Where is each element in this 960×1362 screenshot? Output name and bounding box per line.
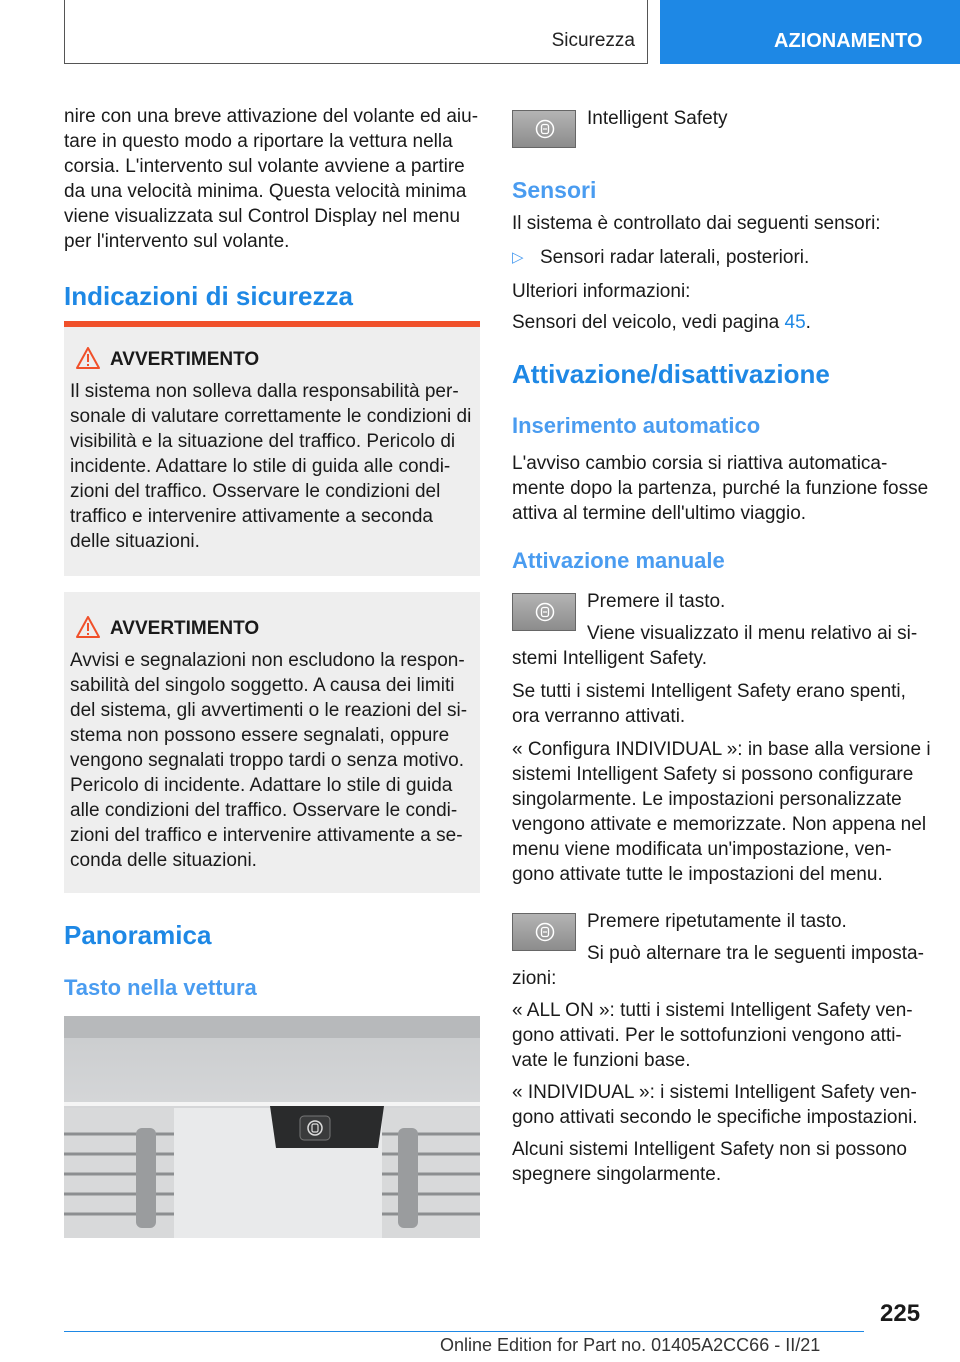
intelligent-safety-icon [535, 119, 555, 139]
auto-heading: Inserimento automatico [512, 413, 761, 438]
press-key: Premere il tasto. [587, 591, 726, 612]
warning-box [64, 327, 480, 576]
safety-heading: Indicazioni di sicurezza [64, 281, 353, 311]
page-number: 225 [880, 1300, 921, 1327]
section-title: Sicurezza [551, 30, 635, 51]
individual-line: « INDIVIDUAL »: i sistemi Intelligent Safety ven- [512, 1082, 917, 1103]
configure-line: sistemi Intelligent Safety si possono configurare [512, 764, 914, 785]
sensors-heading: Sensori [512, 177, 597, 203]
intro-line: tare in questo modo a riportare la vettura nella [64, 131, 453, 152]
cannot-off-line: spegnere singolarmente. [512, 1164, 722, 1185]
manual-heading: Attivazione manuale [512, 548, 725, 573]
more-info: Ulteriori informazioni: [512, 281, 691, 302]
warning-line: stema non possono essere segnalati, oppure [70, 725, 450, 746]
chapter-title: AZIONAMENTO [774, 30, 923, 52]
sensors-intro: Il sistema è controllato dai seguenti sensori: [512, 213, 881, 234]
configure-line: singolarmente. Le impostazioni personalizzate [512, 789, 902, 810]
intelligent-safety-icon [535, 602, 555, 622]
warning-title: AVVERTIMENTO [110, 349, 260, 370]
alternate-line: Si può alternare tra le seguenti imposta- [587, 943, 924, 964]
intelligent-safety-button-image [512, 593, 576, 631]
configure-line: « Configura INDIVIDUAL »: in base alla versione i [512, 739, 931, 760]
button-caption: Intelligent Safety [587, 108, 728, 129]
intro-line: viene visualizzata sul Control Display nel menu [64, 206, 461, 227]
intro-line: per l'intervento sul volante. [64, 231, 290, 252]
footer-edition: Online Edition for Part no. 01405A2CC66 - II/21 [440, 1335, 821, 1355]
intro-line: nire con una breve attivazione del volante ed aiu- [64, 106, 479, 127]
configure-line: menu viene modificata un'impostazione, ven- [512, 839, 892, 860]
warning-line: delle situazioni. [70, 531, 200, 552]
warning-line: traffico e intervenire attivamente a seconda [70, 506, 433, 527]
warning-line: del sistema, gli avvertimenti o le reazioni del si- [70, 700, 468, 721]
header-section-box [64, 0, 648, 64]
menu-shown-line: stemi Intelligent Safety. [512, 648, 708, 669]
header-chapter-box [660, 0, 960, 64]
sensors-reference-end: . [805, 312, 811, 333]
all-on-line: vate le funzioni base. [512, 1050, 691, 1071]
page-link[interactable]: 45 [784, 312, 806, 333]
if-off-line: Se tutti i sistemi Intelligent Safety erano spenti, [512, 681, 906, 702]
sensors-reference [512, 310, 811, 335]
configure-line: vengono attivate e memorizzate. Non appena nel [512, 814, 927, 835]
warning-line: zioni del traffico e intervenire attivamente a se- [70, 825, 463, 846]
intelligent-safety-button-image [512, 913, 576, 951]
warning-line: sabilità del singolo soggetto. A causa dei limiti [70, 675, 455, 696]
auto-line: L'avviso cambio corsia si riattiva automatica- [512, 453, 888, 474]
alternate-line: zioni: [512, 968, 557, 989]
all-on-line: « ALL ON »: tutti i sistemi Intelligent Safety ven- [512, 1000, 913, 1021]
warning-box [64, 592, 480, 893]
warning-line: alle condizioni del traffico. Osservare le condi- [70, 800, 458, 821]
warning-title: AVVERTIMENTO [110, 618, 260, 639]
all-on-line: gono attivati. Per le sottofunzioni vengono atti- [512, 1025, 902, 1046]
overview-heading: Panoramica [64, 920, 212, 950]
warning-line: vengono segnalati troppo tardi o senza motivo. [70, 750, 464, 771]
button-heading: Tasto nella vettura [64, 975, 257, 1000]
menu-shown-line: Viene visualizzato il menu relativo ai si- [587, 623, 918, 644]
footer-divider [64, 1331, 864, 1332]
individual-line: gono attivati secondo le specifiche impostazioni. [512, 1107, 918, 1128]
intelligent-safety-icon [535, 922, 555, 942]
auto-line: mente dopo la partenza, purché la funzione fosse [512, 478, 929, 499]
warning-line: sonale di valutare correttamente le condizioni di [70, 406, 472, 427]
if-off-line: ora verranno attivati. [512, 706, 686, 727]
activation-heading: Attivazione/disattivazione [512, 359, 830, 389]
warning-line: zioni del traffico. Osservare le condizioni del [70, 481, 441, 502]
vehicle-button-photo [64, 1016, 480, 1238]
intro-line: da una velocità minima. Questa velocità minima [64, 181, 467, 202]
warning-triangle-icon [76, 616, 100, 638]
intro-line: corsia. L'intervento sul volante avviene a partire [64, 156, 465, 177]
warning-line: Avvisi e segnalazioni non escludono la respon- [70, 650, 465, 671]
bullet-triangle-icon: ▷ [512, 249, 524, 266]
warning-line: Pericolo di incidente. Adattare lo stile di guida [70, 775, 453, 796]
warning-triangle-icon [76, 347, 100, 369]
cannot-off-line: Alcuni sistemi Intelligent Safety non si possono [512, 1139, 907, 1160]
warning-line: visibilità e la situazione del traffico. Pericolo di [70, 431, 456, 452]
auto-line: attiva al termine dell'ultimo viaggio. [512, 503, 807, 524]
sensor-item: Sensori radar laterali, posteriori. [540, 247, 810, 268]
intelligent-safety-button-image [512, 110, 576, 148]
warning-line: conda delle situazioni. [70, 850, 257, 871]
configure-line: gono attivate tutte le impostazioni del menu. [512, 864, 883, 885]
warning-line: Il sistema non solleva dalla responsabilità per- [70, 381, 459, 402]
sensors-reference-text: Sensori del veicolo, vedi pagina [512, 312, 785, 333]
press-repeat: Premere ripetutamente il tasto. [587, 911, 847, 932]
warning-line: incidente. Adattare lo stile di guida alle condi- [70, 456, 451, 477]
